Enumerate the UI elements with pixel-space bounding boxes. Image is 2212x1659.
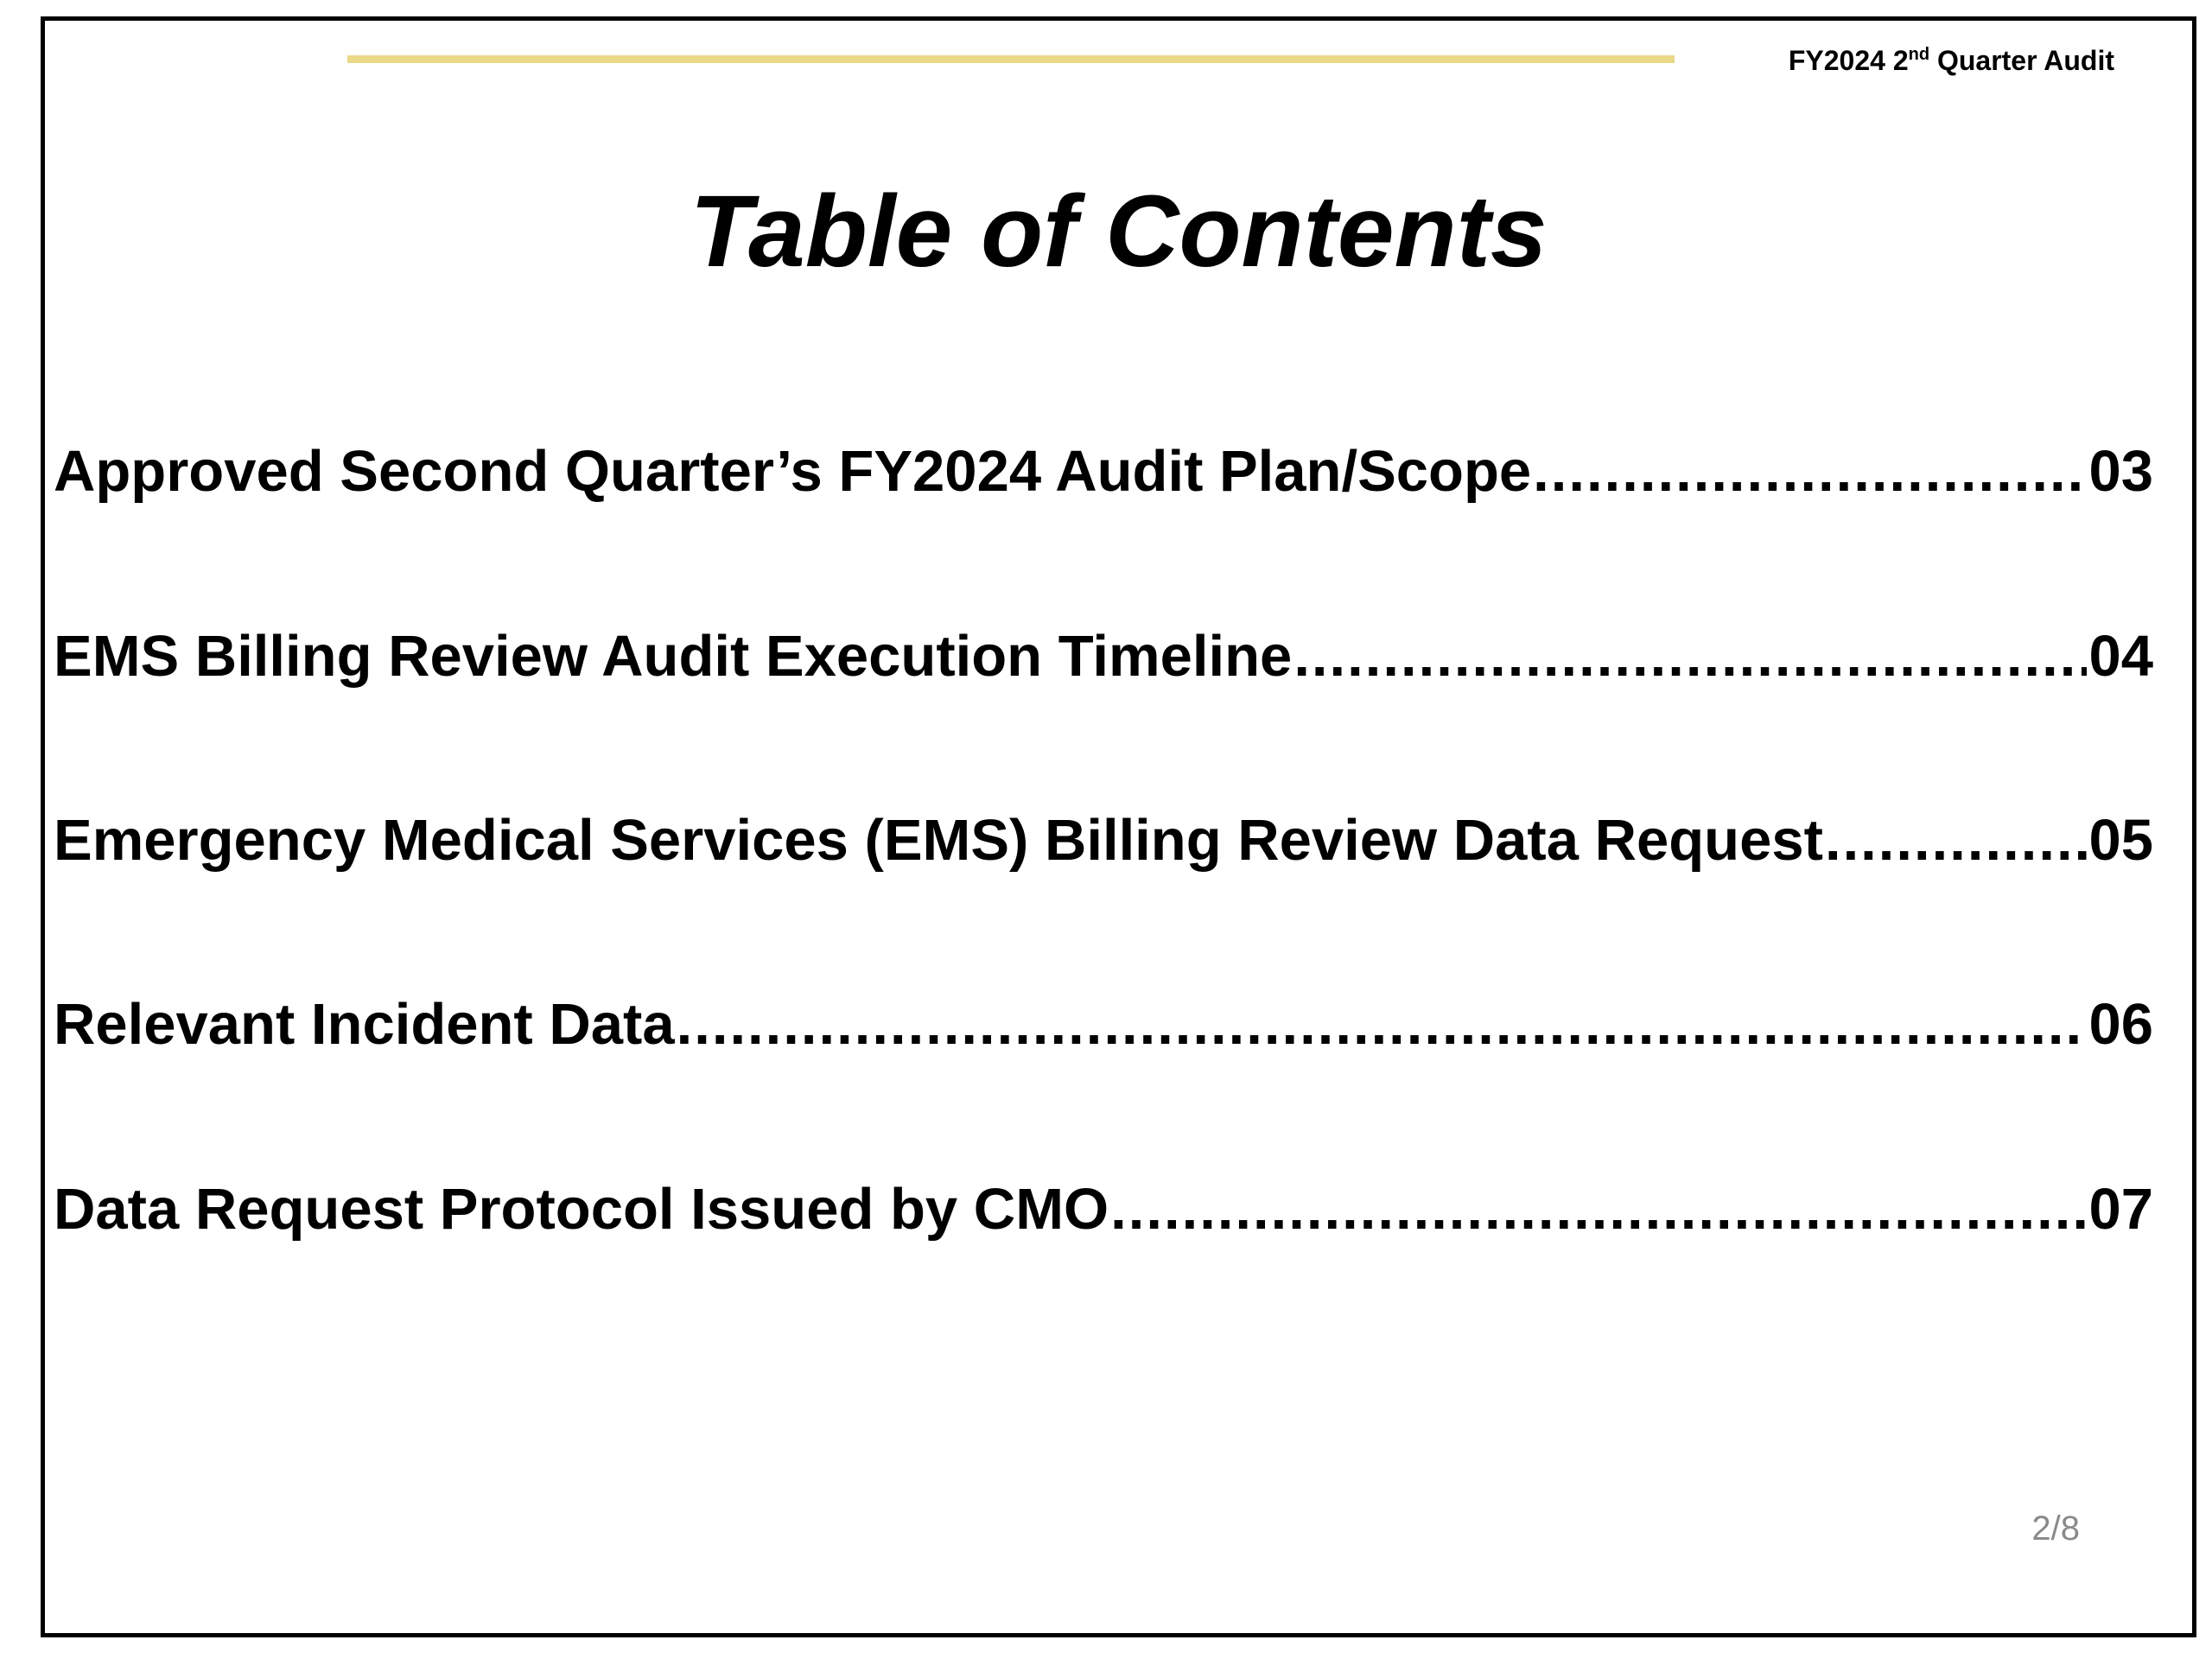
- toc-leader-dots: [1533, 442, 2087, 500]
- header-label: FY2024 2nd Quarter Audit: [1788, 45, 2114, 76]
- toc-entry-request-protocol[interactable]: [54, 1177, 2153, 1242]
- toc-entry-execution-timeline[interactable]: [54, 624, 2153, 689]
- toc-entry-title: EMS Billing Review Audit Execution Timeline: [54, 624, 1293, 689]
- toc-entry-page: 04: [2088, 624, 2153, 689]
- toc-entry-page: 05: [2088, 808, 2153, 873]
- toc-entry-incident-data[interactable]: [54, 992, 2153, 1057]
- header-accent-bar: [347, 55, 1675, 63]
- page-title: Table of Contents: [690, 175, 1548, 289]
- toc-leader-dots: [1294, 627, 2087, 685]
- page-indicator: 2/8: [2031, 1510, 2080, 1548]
- toc-entry-page: 07: [2088, 1177, 2153, 1242]
- slide: [41, 16, 2196, 1637]
- toc-leader-dots: [1825, 811, 2088, 869]
- toc-entry-data-request[interactable]: [54, 808, 2153, 873]
- toc-entry-title: Emergency Medical Services (EMS) Billing Review Data Request: [54, 808, 1823, 873]
- toc-leader-dots: [1110, 1180, 2087, 1238]
- toc-entry-audit-plan[interactable]: [54, 439, 2153, 504]
- toc-leader-dots: [677, 995, 2088, 1053]
- toc-entry-title: Data Request Protocol Issued by CMO: [54, 1177, 1109, 1242]
- toc-entry-title: Approved Second Quarter’s FY2024 Audit Plan/Scope: [54, 439, 1532, 504]
- toc-entry-title: Relevant Incident Data: [54, 992, 675, 1057]
- toc-entry-page: 03: [2088, 439, 2153, 504]
- toc-entry-page: 06: [2088, 992, 2153, 1057]
